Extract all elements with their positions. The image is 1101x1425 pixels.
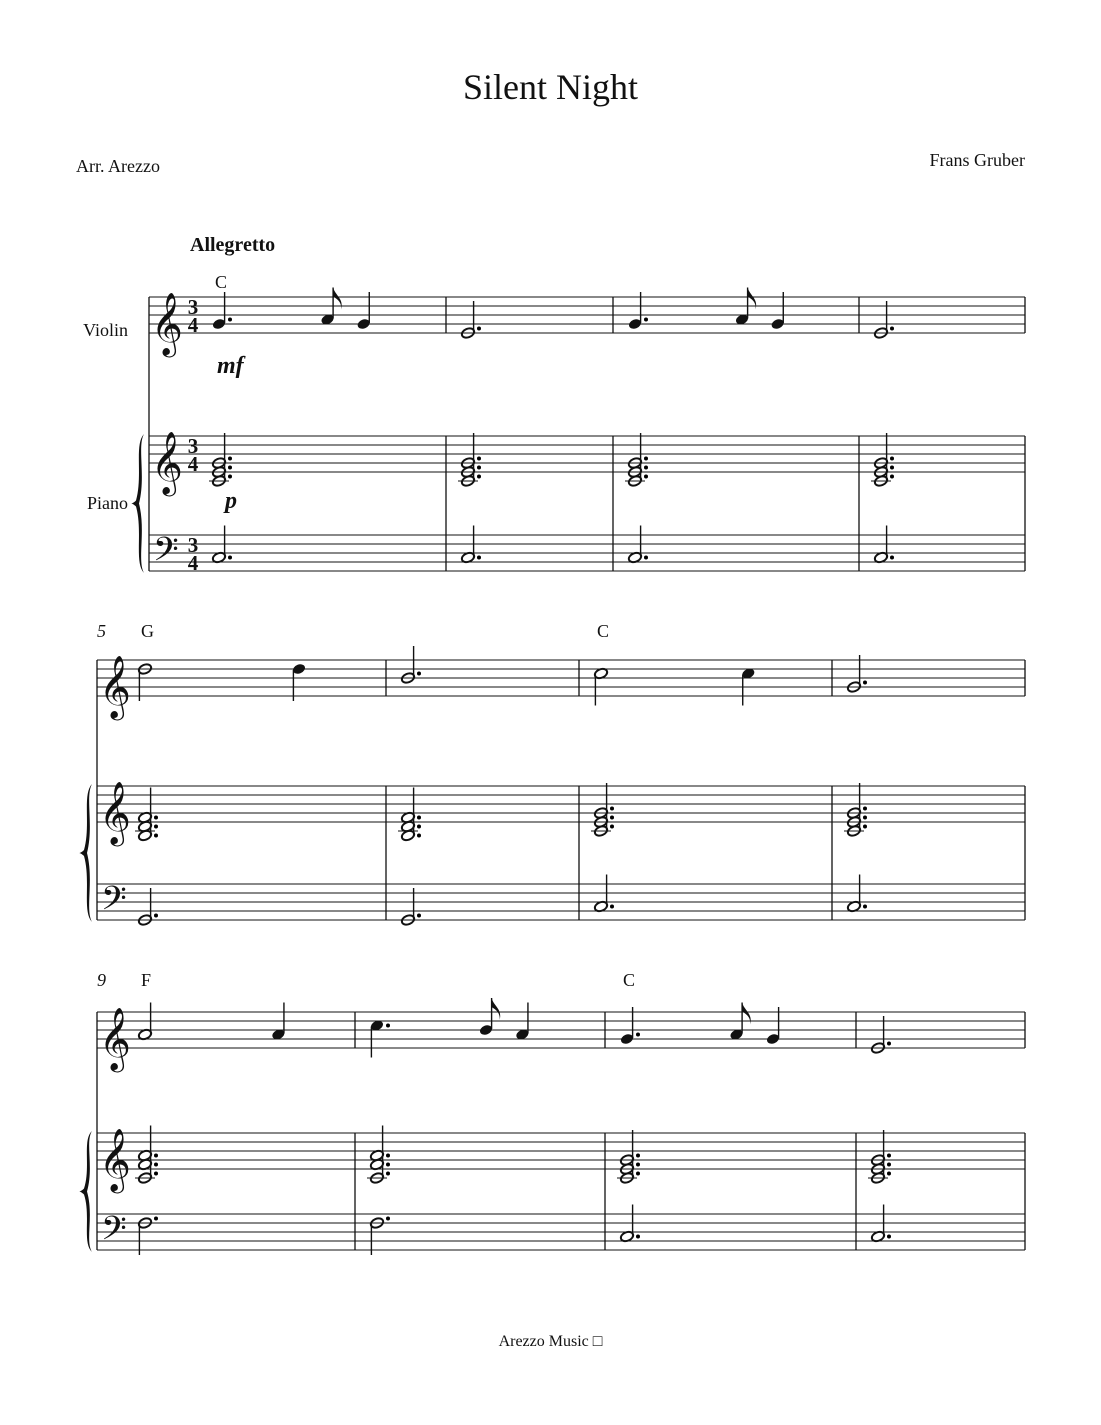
- bass-clef-icon: 𝄢: [101, 1210, 127, 1256]
- eighth-flag: [492, 998, 501, 1020]
- arranger-credit: Arr. Arezzo: [76, 156, 160, 176]
- augmentation-dot: [610, 825, 614, 829]
- augmentation-dot: [644, 466, 648, 470]
- treble-clef-icon: 𝄞: [99, 1128, 131, 1191]
- augmentation-dot: [386, 1217, 390, 1221]
- chord-symbol: G: [141, 621, 154, 641]
- augmentation-dot: [386, 1163, 390, 1167]
- augmentation-dot: [417, 816, 421, 820]
- augmentation-dot: [863, 816, 867, 820]
- augmentation-dot: [636, 1235, 640, 1239]
- augmentation-dot: [636, 1154, 640, 1158]
- augmentation-dot: [477, 466, 481, 470]
- piano-brace: [79, 784, 92, 922]
- augmentation-dot: [477, 556, 481, 560]
- augmentation-dot: [863, 807, 867, 811]
- piano-label: Piano: [86, 493, 128, 513]
- augmentation-dot: [228, 466, 232, 470]
- chord-symbol: C: [623, 970, 636, 990]
- augmentation-dot: [890, 556, 894, 560]
- augmentation-dot: [386, 1024, 390, 1028]
- time-signature-bottom: 4: [187, 452, 199, 476]
- augmentation-dot: [887, 1163, 891, 1167]
- treble-clef-icon: 𝄞: [151, 431, 183, 494]
- augmentation-dot: [154, 834, 158, 838]
- augmentation-dot: [477, 457, 481, 461]
- augmentation-dot: [887, 1235, 891, 1239]
- bass-clef-icon: 𝄢: [153, 531, 179, 577]
- time-signature-top: 3: [187, 533, 199, 557]
- treble-clef-icon: 𝄞: [99, 655, 131, 718]
- augmentation-dot: [644, 475, 648, 479]
- augmentation-dot: [610, 905, 614, 909]
- augmentation-dot: [610, 807, 614, 811]
- augmentation-dot: [863, 681, 867, 685]
- augmentation-dot: [417, 672, 421, 676]
- augmentation-dot: [228, 318, 232, 322]
- augmentation-dot: [890, 327, 894, 331]
- augmentation-dot: [636, 1163, 640, 1167]
- augmentation-dot: [154, 816, 158, 820]
- augmentation-dot: [636, 1033, 640, 1037]
- augmentation-dot: [154, 1217, 158, 1221]
- augmentation-dot: [417, 834, 421, 838]
- augmentation-dot: [863, 825, 867, 829]
- augmentation-dot: [228, 457, 232, 461]
- augmentation-dot: [154, 1163, 158, 1167]
- time-signature-top: 3: [187, 295, 199, 319]
- augmentation-dot: [477, 327, 481, 331]
- chord-symbol: C: [597, 621, 610, 641]
- time-signature-bottom: 4: [187, 551, 199, 575]
- piano-brace: [131, 434, 144, 573]
- chord-symbol: C: [215, 272, 228, 292]
- augmentation-dot: [386, 1172, 390, 1176]
- augmentation-dot: [154, 825, 158, 829]
- score-title: Silent Night: [462, 67, 638, 107]
- augmentation-dot: [417, 914, 421, 918]
- augmentation-dot: [386, 1154, 390, 1158]
- augmentation-dot: [890, 475, 894, 479]
- augmentation-dot: [644, 556, 648, 560]
- augmentation-dot: [154, 1172, 158, 1176]
- augmentation-dot: [154, 1154, 158, 1158]
- augmentation-dot: [887, 1154, 891, 1158]
- augmentation-dot: [228, 556, 232, 560]
- augmentation-dot: [610, 816, 614, 820]
- augmentation-dot: [890, 466, 894, 470]
- composer-credit: Frans Gruber: [929, 150, 1025, 170]
- augmentation-dot: [154, 914, 158, 918]
- time-signature-bottom: 4: [187, 313, 199, 337]
- augmentation-dot: [644, 318, 648, 322]
- footer-credit: Arezzo Music □: [498, 1333, 603, 1350]
- dynamic-p: p: [225, 488, 237, 514]
- augmentation-dot: [417, 825, 421, 829]
- augmentation-dot: [863, 905, 867, 909]
- measure-number: 5: [97, 621, 106, 641]
- treble-clef-icon: 𝄞: [151, 292, 183, 355]
- bass-clef-icon: 𝄢: [101, 880, 127, 926]
- augmentation-dot: [644, 457, 648, 461]
- augmentation-dot: [636, 1172, 640, 1176]
- augmentation-dot: [890, 457, 894, 461]
- augmentation-dot: [477, 475, 481, 479]
- treble-clef-icon: 𝄞: [99, 1007, 131, 1070]
- chord-symbol: F: [141, 970, 152, 990]
- tempo-marking: Allegretto: [190, 234, 276, 256]
- augmentation-dot: [887, 1172, 891, 1176]
- measure-number: 9: [97, 970, 106, 990]
- augmentation-dot: [887, 1042, 891, 1046]
- violin-label: Violin: [83, 320, 128, 340]
- piano-brace: [79, 1131, 92, 1252]
- augmentation-dot: [228, 475, 232, 479]
- time-signature-top: 3: [187, 434, 199, 458]
- treble-clef-icon: 𝄞: [99, 781, 131, 844]
- dynamic-mf: mf: [217, 353, 244, 379]
